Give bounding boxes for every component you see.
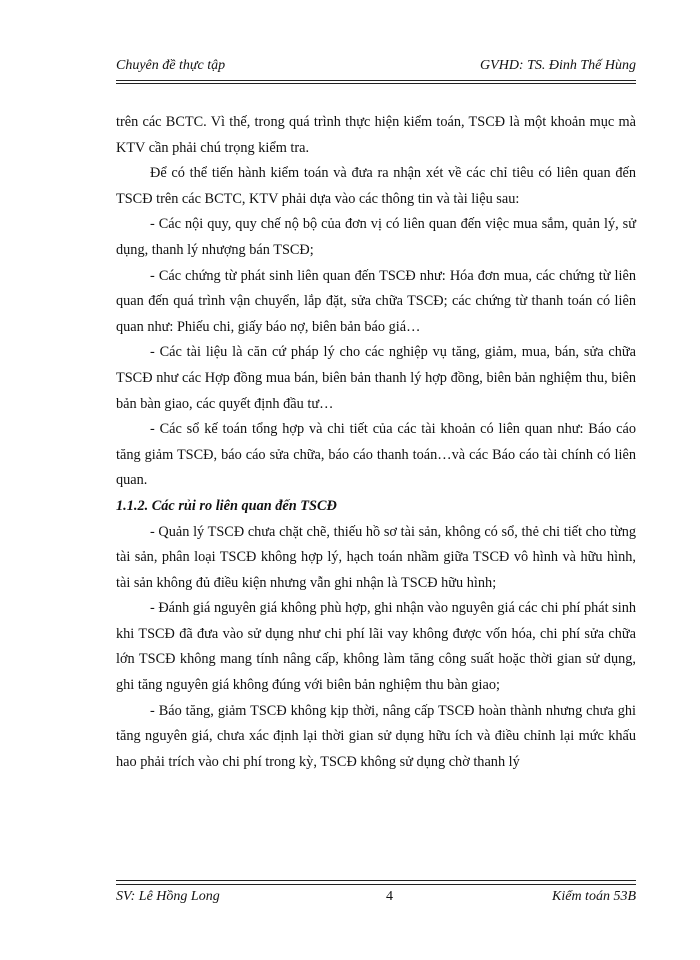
paragraph-intro: trên các BCTC. Vì thế, trong quá trình thực hiện kiểm toán, TSCĐ là một khoản mục mà KTV cần phải chú trọng kiểm tra. [116,114,636,156]
page-body [116,110,636,775]
page-footer [116,884,636,909]
header-supervisor: GVHD: TS. Đinh Thế Hùng [480,58,636,73]
section-heading: 1.1.2. Các rủi ro liên quan đến TSCĐ [116,497,337,514]
paragraph-sources: Để có thể tiến hành kiểm toán và đưa ra nhận xét về các chỉ tiêu có liên quan đến TSCĐ trên các BCTC, KTV phải dựa vào các thông tin và tài liệu sau: [116,165,636,207]
page-header [116,56,636,81]
list-item-accounting-books: - Các sổ kế toán tổng hợp và chi tiết của các tài khoản có liên quan như: Báo cáo tăng giảm TSCĐ, báo cáo sửa chữa, báo cáo thanh toán…và các Báo cáo tài chính có liên quan. [116,421,636,489]
header-document-title: Chuyên đề thực tập [116,58,226,73]
footer-student: SV: Lê Hồng Long [116,889,220,904]
page-number: 4 [386,889,393,904]
list-item-regulations: - Các nội quy, quy chế nộ bộ của đơn vị có liên quan đến việc mua sắm, quản lý, sử dụng, thanh lý nhượng bán TSCĐ; [116,216,636,258]
list-item-legal-documents: - Các tài liệu là căn cứ pháp lý cho các nghiệp vụ tăng, giảm, mua, bán, sửa chữa TSCĐ như các Hợp đồng mua bán, biên bản thanh lý hợp đồng, biên bản nghiệm thu, biên bản bàn giao, các quyết định đầu tư… [116,344,636,412]
footer-class: Kiểm toán 53B [552,889,636,904]
list-item-vouchers: - Các chứng từ phát sinh liên quan đến TSCĐ như: Hóa đơn mua, các chứng từ liên quan đến quá trình vận chuyển, lắp đặt, sửa chữa TSCĐ; các chứng từ thanh toán có liên quan như: Phiếu chi, giấy báo nợ, biên bản báo giá… [116,267,636,335]
list-item-risk-management: - Quản lý TSCĐ chưa chặt chẽ, thiếu hồ sơ tài sản, không có sổ, thẻ chi tiết cho từng tài sản, phân loại TSCĐ không hợp lý, hạch toán nhầm giữa TSCĐ vô hình và hữu hình, tài sản không đủ điều kiện nhưng vẫn ghi nhận là TSCĐ hữu hình; [116,523,636,591]
list-item-risk-valuation: - Đánh giá nguyên giá không phù hợp, ghi nhận vào nguyên giá các chi phí phát sinh khi TSCĐ đã đưa vào sử dụng như chi phí lãi vay không được vốn hóa, chi phí sửa chữa lớn TSCĐ không mang tính nâng cấp, không làm tăng công suất hoặc thời gian sử dụng, ghi tăng nguyên giá không đúng với biên bản nghiệm thu bàn giao; [116,600,636,694]
list-item-risk-reporting: - Báo tăng, giảm TSCĐ không kịp thời, nâng cấp TSCĐ hoàn thành nhưng chưa ghi tăng nguyên giá, chưa xác định lại thời gian sử dụng hữu ích và điều chỉnh lại mức khấu hao phải trích vào chi phí trong kỳ, TSCĐ không sử dụng chờ thanh lý [116,702,636,770]
